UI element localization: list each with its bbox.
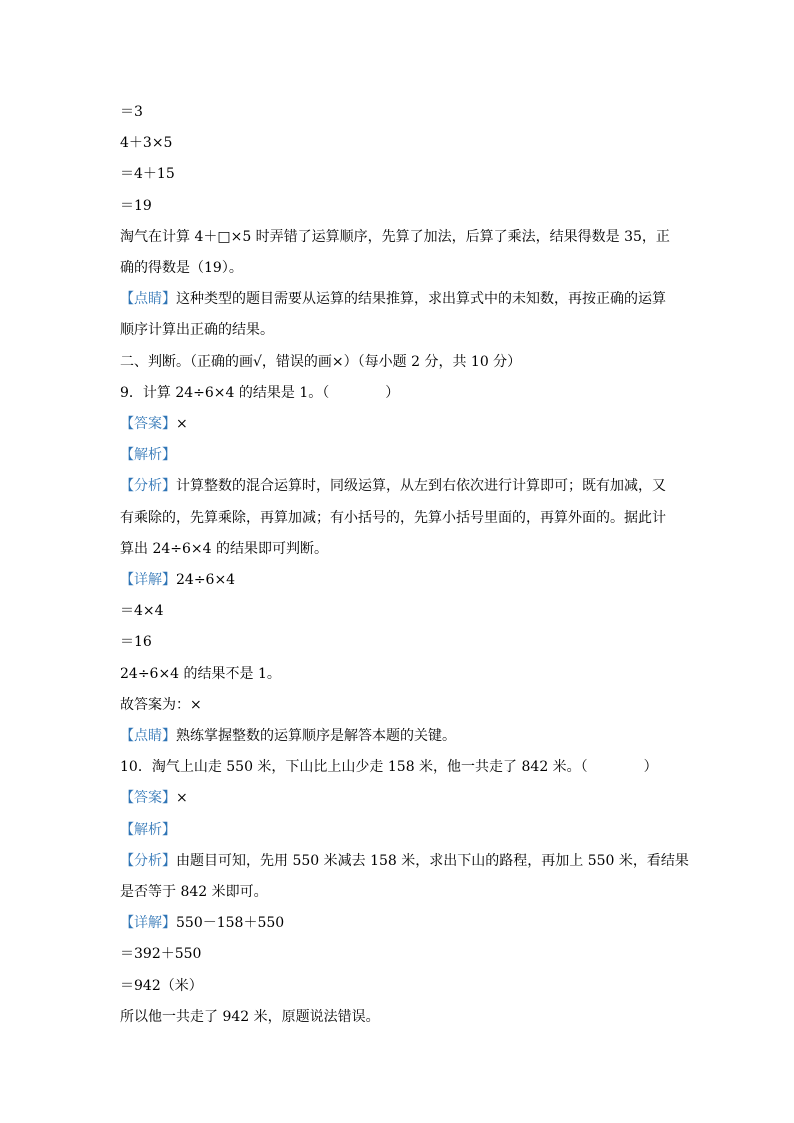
text-line: 【详解】550－158＋550 [120, 915, 285, 931]
dianjing-label: 【点睛】 [120, 728, 176, 744]
analysis-label: 【解析】 [120, 822, 176, 838]
text-line: 【点睛】熟练掌握整数的运算顺序是解答本题的关键。 [120, 728, 456, 744]
fenxi-label: 【分析】 [120, 478, 176, 494]
detail-label: 【详解】 [120, 572, 176, 588]
text-line: 所以他一共走了 942 米，原题说法错误。 [120, 1009, 380, 1025]
text-line [120, 820, 680, 840]
text-line [120, 445, 680, 465]
text-line: 顺序计算出正确的结果。 [120, 322, 274, 338]
text-line: 24÷6×4 的结果不是 1。 [120, 666, 281, 682]
text-line: 淘气在计算 4＋□×5 时弄错了运算顺序，先算了加法，后算了乘法，结果得数是 35，正 [120, 229, 670, 245]
analysis-label: 【解析】 [120, 447, 176, 463]
text-line: 【分析】由题目可知，先用 550 米减去 158 米，求出下山的路程，再加上 550 米，看结果 [120, 853, 689, 869]
text-line: 算出 24÷6×4 的结果即可判断。 [120, 541, 328, 557]
fenxi-label: 【分析】 [120, 853, 176, 869]
text-line: ＝4＋15 [120, 166, 175, 182]
text-line: ＝16 [120, 634, 152, 650]
text-line: 是否等于 842 米即可。 [120, 884, 268, 900]
text-line: 确的得数是（19）。 [120, 260, 243, 276]
answer-label: 【答案】 [120, 416, 176, 432]
dianjing-label: 【点睛】 [120, 291, 176, 307]
answer-label: 【答案】 [120, 790, 176, 806]
text-line: ＝392＋550 [120, 946, 202, 962]
text-line: 有乘除的，先算乘除，再算加减；有小括号的，先算小括号里面的，再算外面的。据此计 [120, 510, 666, 526]
text-line: 【详解】24÷6×4 [120, 572, 236, 588]
text-line: 【答案】× [120, 416, 188, 432]
text-line: ＝942（米） [120, 978, 203, 994]
question-10: 10．淘气上山走 550 米，下山比上山少走 158 米，他一共走了 842 米。（ ） [120, 759, 658, 775]
text-line: 故答案为：× [120, 697, 202, 713]
text-line: 【答案】× [120, 790, 188, 806]
text-line: ＝4×4 [120, 603, 164, 619]
text-line: ＝3 [120, 104, 143, 120]
text-line: 【分析】计算整数的混合运算时，同级运算，从左到右依次进行计算即可；既有加减，又 [120, 478, 666, 494]
text-line: 4＋3×5 [120, 135, 173, 151]
text-line: 【点睛】这种类型的题目需要从运算的结果推算，求出算式中的未知数，再按正确的运算 [120, 291, 666, 307]
section-heading: 二、判断。（正确的画√，错误的画×）（每小题 2 分，共 10 分） [120, 354, 522, 370]
detail-label: 【详解】 [120, 915, 176, 931]
question-9: 9．计算 24÷6×4 的结果是 1。（ ） [120, 385, 400, 401]
text-line: ＝19 [120, 198, 152, 214]
